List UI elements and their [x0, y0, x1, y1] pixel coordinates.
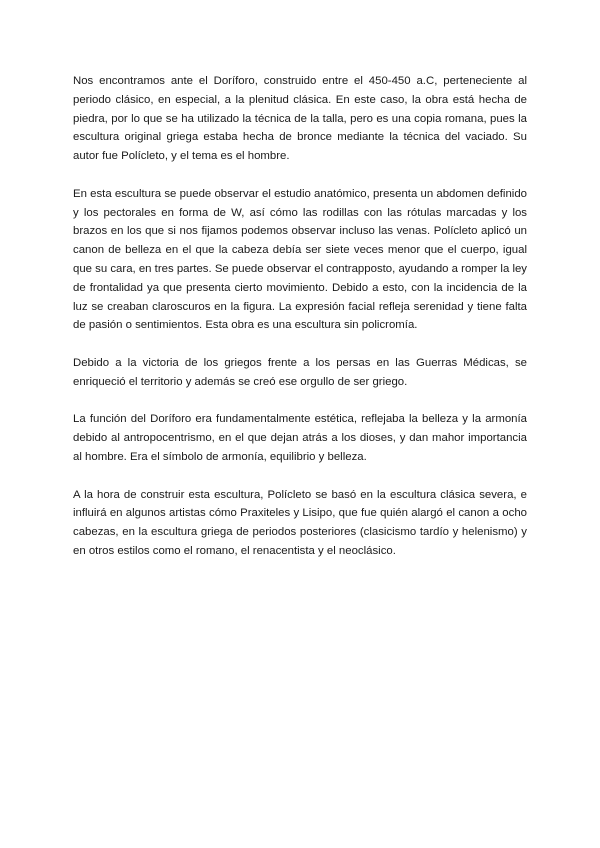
paragraph-3: Debido a la victoria de los griegos frente a los persas en las Guerras Médicas, se enriqueció el territorio y además se creó ese orgullo de ser griego. [73, 356, 527, 388]
paragraph-5: A la hora de construir esta escultura, Polícleto se basó en la escultura clásica severa, e influirá en algunos artistas cómo Praxiteles y Lisipo, que fue quién alargó el canon a ocho cabezas, en la escultura griega de periodos posteriores (clasicismo tardío y helenismo) y en otros estilos como el romano, el renacentista y el neoclásico. [73, 488, 527, 557]
paragraph-2: En esta escultura se puede observar el estudio anatómico, presenta un abdomen definido y los pectorales en forma de W, así cómo las rodillas con las rótulas marcadas y los brazos en los que si nos fijamos podemos observar incluso las venas. Polícleto aplicó un canon de belleza en el que la cabeza debía ser siete veces menor que el cuerpo, igual que su cara, en tres partes. Se puede observar el contrapposto, ayudando a romper la ley de frontalidad ya que presenta cierto movimiento. Debido a esto, con la incidencia de la luz se creaban claroscuros en la figura. La expresión facial refleja serenidad y tiene falta de pasión o sentimientos. Esta obra es una escultura sin policromía. [73, 187, 528, 332]
paragraph-4: La función del Doríforo era fundamentalmente estética, reflejaba la belleza y la armonía debido al antropocentrismo, en el que dejan atrás a los dioses, y dan mahor importancia al hombre. Era el símbolo de armonía, equilibrio y belleza. [73, 413, 527, 463]
paragraph-1: Nos encontramos ante el Doríforo, construido entre el 450-450 a.C, perteneciente al periodo clásico, en especial, a la plenitud clásica. En este caso, la obra está hecha de piedra, por lo que se ha utilizado la técnica de la talla, pero es una copia romana, pues la escultura original griega estaba hecha de bronce mediante la técnica del vaciado. Su autor fue Polícleto, y el tema es el hombre. [73, 75, 527, 163]
document-body [73, 72, 527, 580]
